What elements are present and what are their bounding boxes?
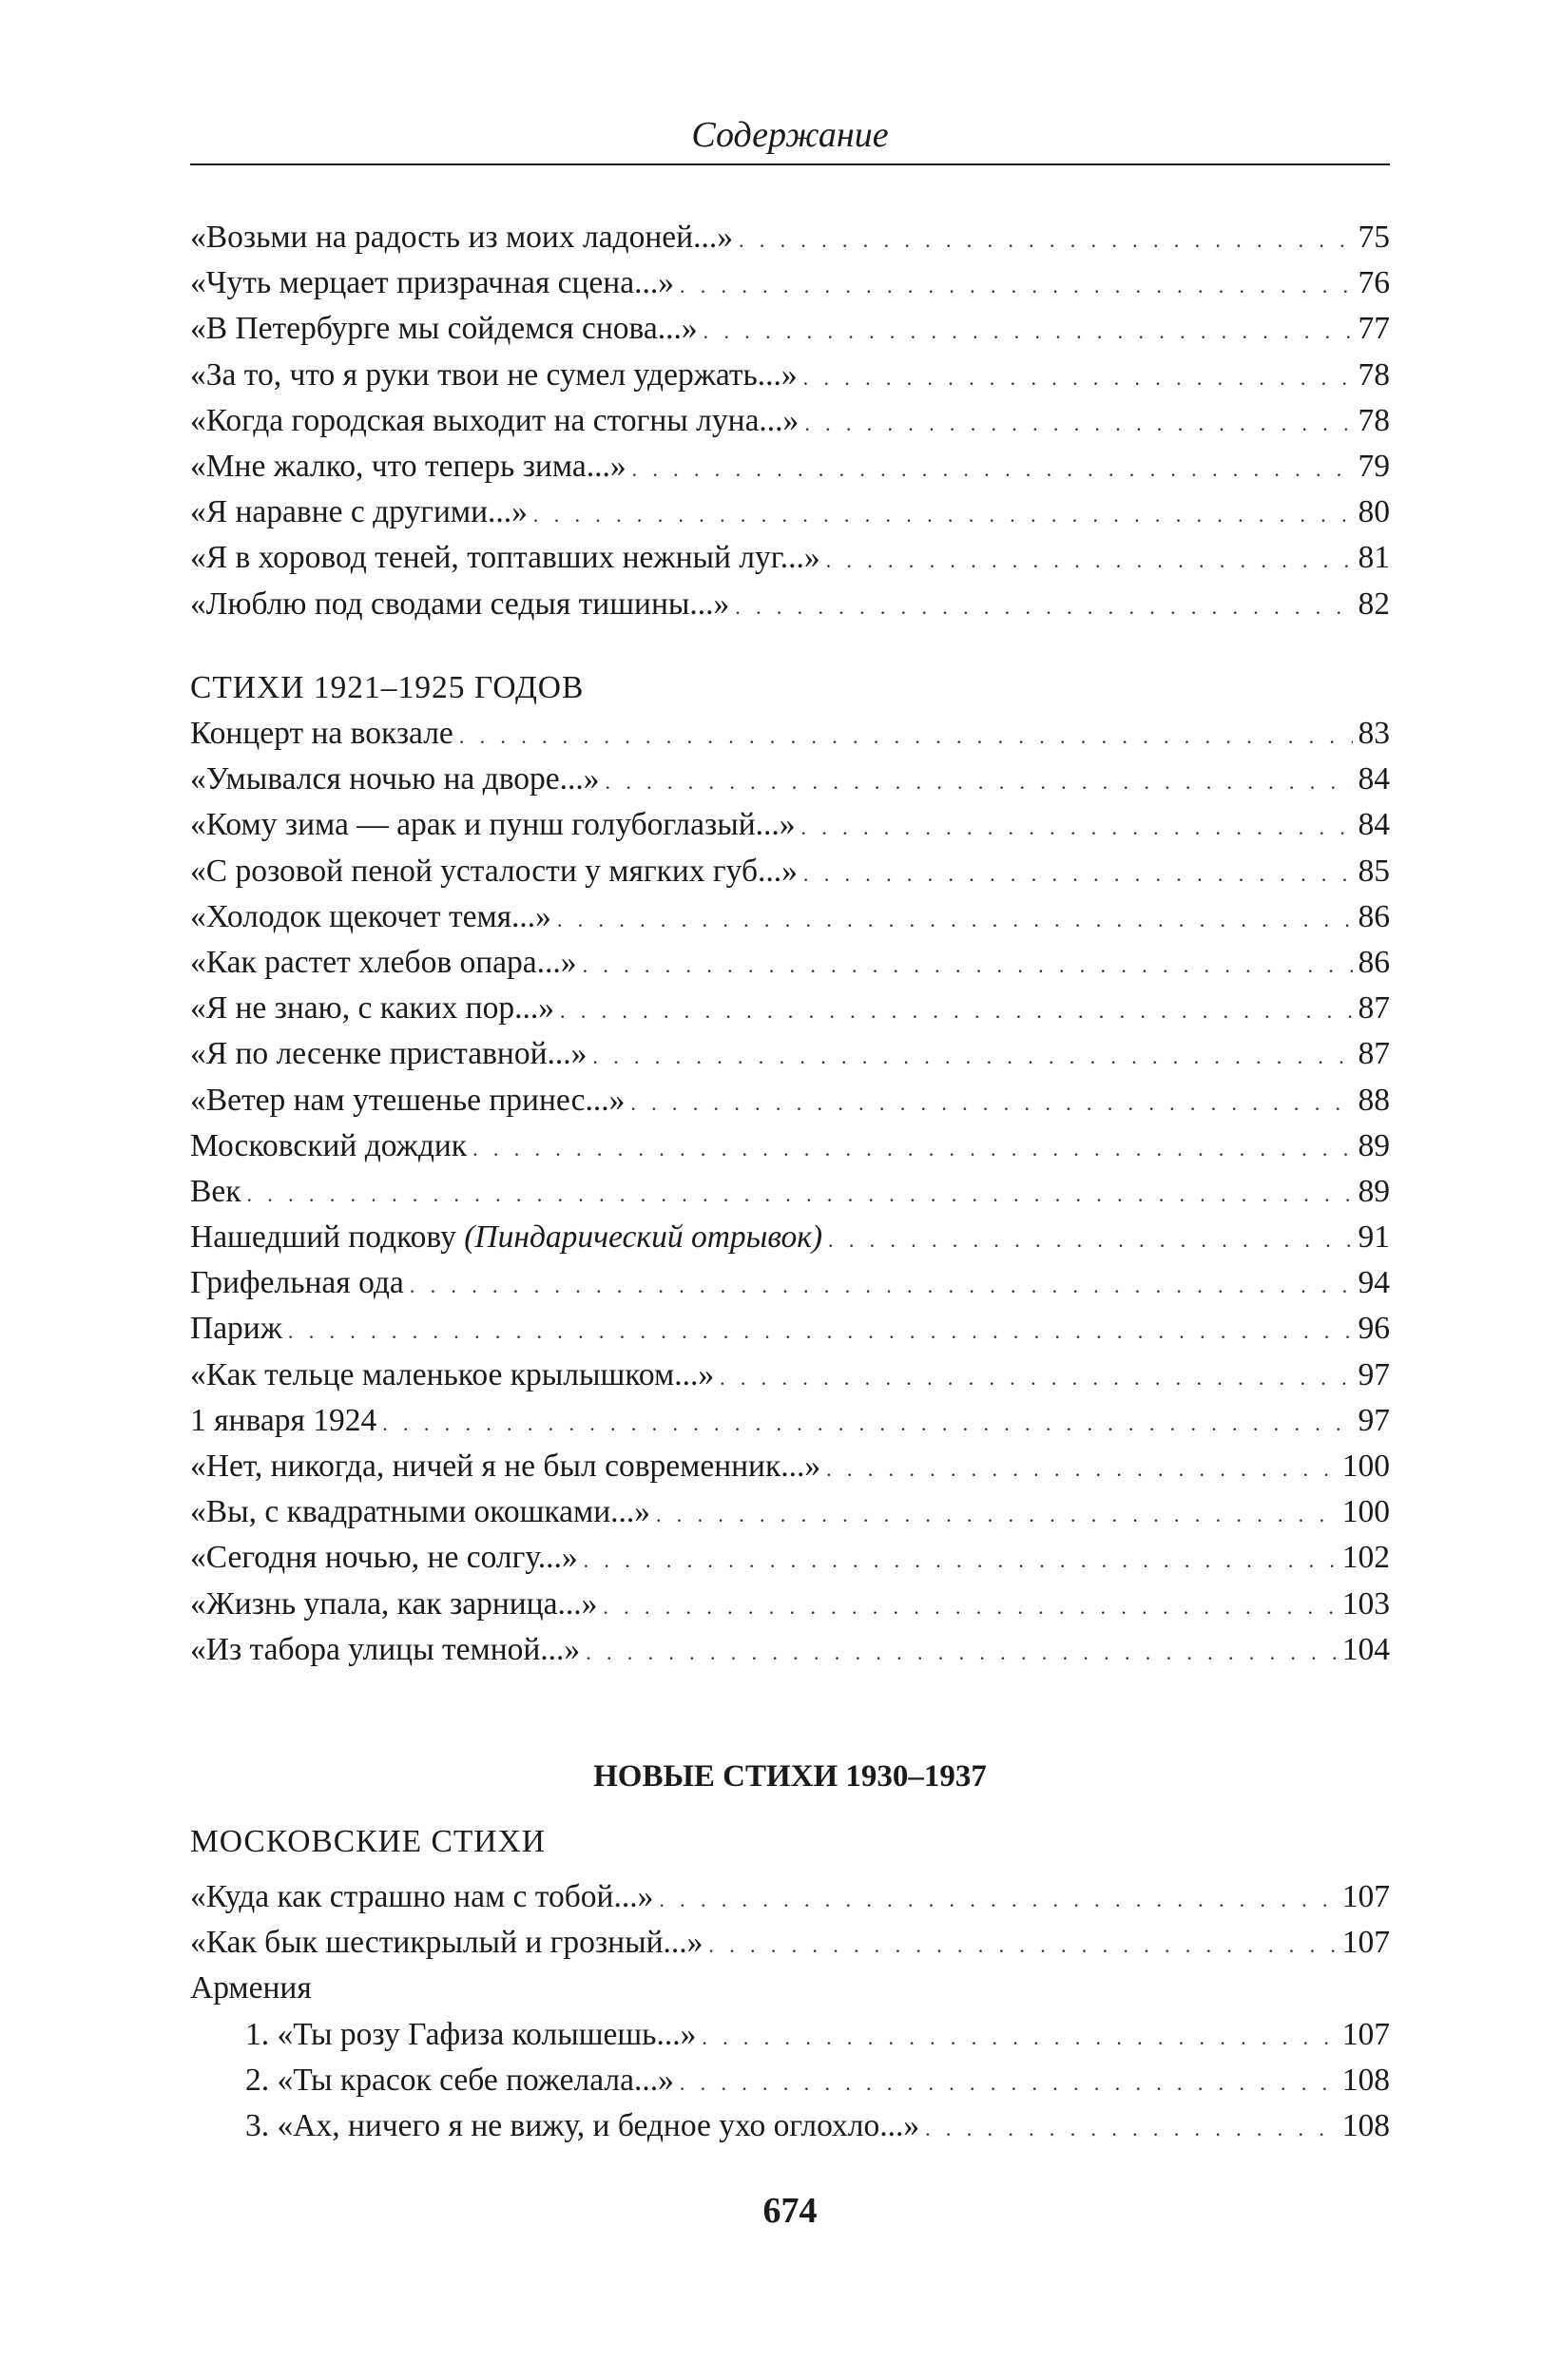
toc-entry-title: «Жизнь упала, как зарница...» [190,1585,598,1622]
toc-entry-page: 75 [1358,220,1390,255]
toc-entry-page: 91 [1358,1219,1390,1256]
leader-dots [592,1034,1352,1080]
toc-entry [190,986,1390,1031]
toc-entry-page: 104 [1341,1631,1390,1667]
toc-entry [190,849,1390,894]
toc-entry-title: «Куда как страшно нам с тобой...» [190,1879,654,1914]
toc-entry-page: 87 [1358,990,1390,1027]
toc-entry-title: «Я в хоровод теней, топтавших нежный луг...» [190,540,820,576]
toc-entry-page: 81 [1358,540,1390,576]
toc-entry-page: 96 [1358,1311,1390,1347]
toc-entry-title: Париж [190,1311,282,1347]
toc-entry [190,1874,1390,1920]
toc-entry [190,1398,1390,1444]
toc-entry [190,1535,1390,1581]
toc-entry-page: 87 [1358,1036,1390,1072]
leader-dots [659,1877,1336,1923]
toc-entry [190,711,1390,757]
toc-entry [190,1444,1390,1489]
toc-entry-page: 97 [1358,1356,1390,1392]
toc-entry-title: «Сегодня ночью, не солгу...» [190,1540,578,1576]
toc-entry-title: «Ветер нам утешенье принес...» [190,1082,626,1118]
toc-entry [190,215,1390,260]
header-rule [190,163,1390,165]
toc-group-continued [190,215,1390,627]
toc-entry-page: 107 [1341,1925,1390,1961]
toc-entry-title: «Я не знаю, с каких пор...» [190,990,554,1027]
leader-dots [826,538,1353,584]
toc-entry [190,353,1390,398]
toc-entry-page: 108 [1341,2107,1390,2143]
toc-entry-title [190,1215,822,1260]
toc-entry [190,1306,1390,1352]
leader-dots [656,1492,1337,1538]
toc-entry [190,582,1390,627]
toc-section-1921-1925 [190,665,1390,1673]
page-number: 674 [762,2191,818,2231]
toc-entry-page: 102 [1341,1540,1390,1576]
toc-entry-page: 84 [1358,807,1390,843]
leader-dots [632,447,1353,492]
toc-entry-title-roman: Нашедший подкову [190,1219,465,1256]
toc-entry [190,1123,1390,1169]
toc-entry [190,1489,1390,1535]
toc-entry-title: «Я наравне с другими...» [190,494,528,530]
toc-entry-title: «Как бык шестикрылый и грозный...» [190,1925,703,1961]
leader-dots [739,218,1353,263]
leader-dots [583,943,1353,988]
leader-dots [586,1630,1337,1676]
toc-entry-title: «Кому зима — арак и пунш голубоглазый...» [190,807,796,843]
toc-entry-title: 3. «Ах, ничего я не вижу, и бедное ухо оглохло...» [245,2107,920,2143]
toc-entry [190,535,1390,581]
toc-entry-title: «С розовой пеной усталости у мягких губ...» [190,853,798,889]
toc-entry [190,444,1390,489]
toc-entry-title: «Чуть мерцает призрачная сцена...» [190,265,674,301]
toc-entry-page: 86 [1358,898,1390,934]
toc-entry-page: 100 [1341,1494,1390,1530]
toc-entry [190,802,1390,848]
toc-entry [190,1078,1390,1123]
toc-entry-page: 103 [1341,1585,1390,1622]
leader-dots [804,401,1352,447]
section-title: МОСКОВСКИЕ СТИХИ [190,1824,546,1859]
toc-entry-page: 108 [1341,2062,1390,2098]
toc-entry-title: «Вы, с квадратными окошками...» [190,1494,650,1530]
toc-entry [190,894,1390,940]
leader-dots [472,1126,1352,1172]
toc-entry-title: «Нет, никогда, ничей я не был современник...» [190,1449,821,1484]
toc-entry-title: «Как тельце маленькое крылышком...» [190,1356,715,1392]
toc-subentry [190,2058,1390,2103]
toc-entry-page: 107 [1341,1879,1390,1914]
toc-subentry [190,2103,1390,2149]
leader-dots [606,759,1353,805]
toc-entry-title: Грифельная ода [190,1265,404,1301]
toc-entry [190,1031,1390,1077]
toc-entry-title: Московский дождик [190,1127,468,1163]
toc-entry [190,757,1390,802]
toc-entry [190,260,1390,306]
toc-entry-title: «Из табора улицы темной...» [190,1631,581,1667]
leader-dots [557,897,1353,943]
toc-entry-title: Концерт на вокзале [190,716,453,751]
leader-dots [925,2106,1337,2152]
toc-entry-page: 89 [1358,1127,1390,1163]
toc-entry-page: 80 [1358,494,1390,530]
toc-entry [190,1353,1390,1398]
toc-entry [190,489,1390,535]
leader-dots [680,263,1353,309]
toc-entry-title: 2. «Ты красок себе пожелала...» [245,2062,674,2098]
leader-dots [630,1081,1352,1126]
toc-entry-page: 82 [1358,585,1390,622]
leader-dots [702,2015,1336,2061]
running-head: Содержание [691,115,889,155]
leader-dots [720,1355,1352,1401]
toc-entry-title: «Люблю под сводами седыя тишины...» [190,585,730,622]
leader-dots [803,852,1353,897]
leader-dots [382,1401,1352,1447]
toc-entry-title: «Мне жалко, что теперь зима...» [190,448,626,484]
leader-dots [803,355,1353,401]
toc-entry-page: 78 [1358,356,1390,393]
toc-entry-page: 78 [1358,402,1390,438]
toc-entry-title: Век [190,1173,241,1209]
toc-section-moscow [190,1819,1390,2149]
toc-entry [190,1169,1390,1215]
leader-dots [703,309,1353,355]
toc-entry [190,940,1390,986]
leader-dots [560,988,1353,1034]
toc-entry-title: «За то, что я руки твои не сумел удержать...» [190,356,798,393]
toc-entry-title: «Возьми на радость из моих ладоней...» [190,220,733,255]
toc-entry-page: 84 [1358,761,1390,797]
toc-entry-page: 89 [1358,1173,1390,1209]
toc-entry-page: 88 [1358,1082,1390,1118]
leader-dots [288,1309,1353,1354]
toc-entry-title: «Умывался ночью на дворе...» [190,761,600,797]
leader-dots [801,805,1353,851]
leader-dots [410,1263,1353,1309]
toc-entry-title: «Холодок щекочет темя...» [190,898,551,934]
toc-entry [190,1260,1390,1306]
toc-entry-page: 94 [1358,1265,1390,1301]
leader-dots [828,1218,1352,1263]
leader-dots [708,1923,1336,1968]
leader-dots [459,714,1353,759]
toc-entry [190,398,1390,444]
toc-entry-title: 1. «Ты розу Гафиза колышешь...» [245,2016,697,2052]
leader-dots [680,2061,1337,2106]
section-title: СТИХИ 1921–1925 ГОДОВ [190,670,585,705]
toc-entry [190,306,1390,352]
toc-subentry [190,2012,1390,2058]
toc-entry-title-italic: (Пиндарический отрывок) [464,1219,823,1256]
toc-entry-page: 77 [1358,311,1390,347]
toc-entry-title: «В Петербурге мы сойдемся снова...» [190,311,698,347]
toc-entry-page: 97 [1358,1402,1390,1438]
toc-entry-page: 85 [1358,853,1390,889]
toc-entry-page: 86 [1358,944,1390,980]
toc-entry-page: 83 [1358,716,1390,751]
spacer [190,1865,1390,1874]
toc-entry [190,1215,1390,1260]
toc-entry-page: 100 [1341,1449,1390,1484]
toc-entry [190,1582,1390,1627]
toc-entry-title: «Как растет хлебов опара...» [190,944,577,980]
toc-entry-page: 107 [1341,2016,1390,2052]
toc-entry-page: 76 [1358,265,1390,301]
toc-entry-title: «Я по лесенке приставной...» [190,1036,588,1072]
toc-entry-title: 1 января 1924 [190,1402,377,1438]
leader-dots [735,585,1352,630]
leader-dots [247,1172,1353,1218]
leader-dots [584,1538,1337,1583]
toc-entry [190,1920,1390,1966]
toc-entry-title: «Когда городская выходит на стогны луна...» [190,402,800,438]
toc-entry-page: 79 [1358,448,1390,484]
part-title: НОВЫЕ СТИХИ 1930–1937 [593,1759,987,1794]
leader-dots [603,1584,1336,1630]
leader-dots [533,492,1353,538]
cycle-title: Армения [190,1970,312,2006]
toc-entry [190,1627,1390,1673]
leader-dots [826,1447,1337,1492]
